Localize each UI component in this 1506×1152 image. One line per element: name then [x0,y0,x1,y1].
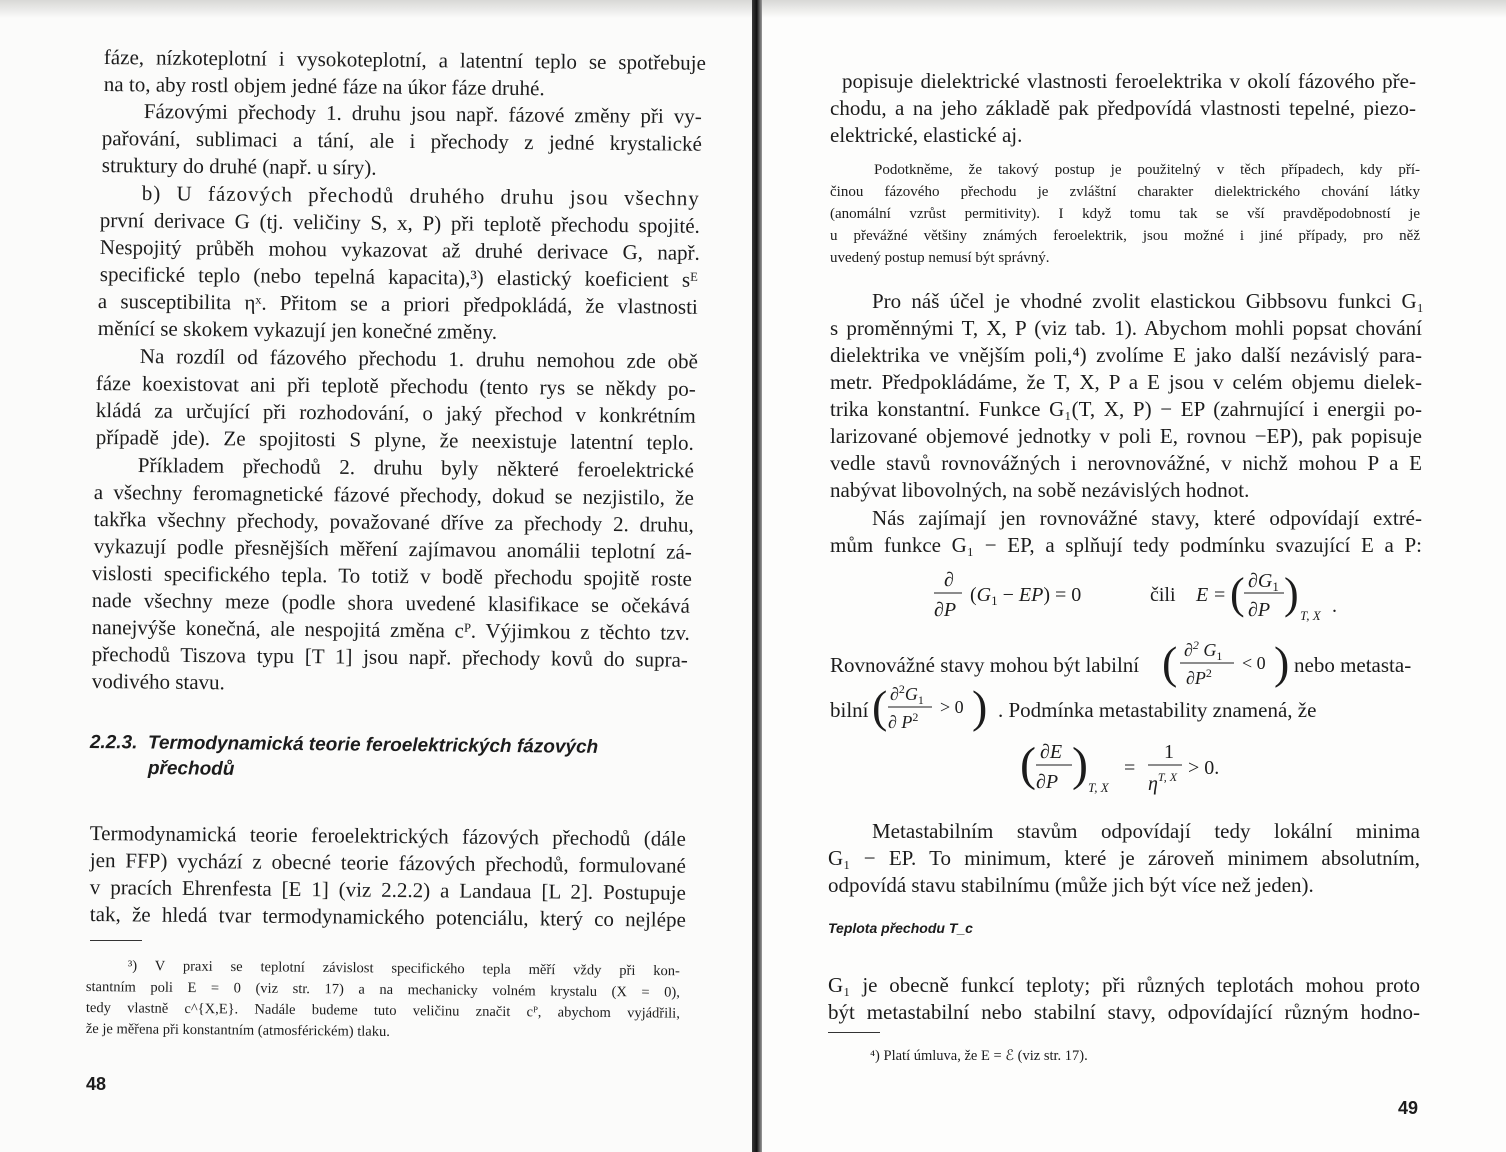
svg-text:ηT, X: $\eta^{T, X}$ [1148,770,1178,795]
section-title: Termodynamická teorie feroelektrických fázových [147,732,599,758]
body-line: Nás zajímají jen rovnovážné stavy, které odpovídají extré- [872,506,1422,530]
note-line: Podotkněme, že takový postup je použitelný v těch případech, kdy pří- [874,162,1420,178]
equation-metastability-condition [1020,736,1220,803]
body-line: struktury do druhé (např. u síry). [101,152,377,180]
svg-text:E: E [1196,584,1209,606]
body-line: specifické teplo (nebo tepelná kapacita),³) elastický koeficient sᴱ [99,261,698,292]
body-line: Metastabilním stavům odpovídají tedy lokální minima [872,819,1420,843]
body-line: Fázovými přechody 1. druhu jsou např. fázové změny při vy- [143,98,702,129]
note-line: uvedený postup nemusí být správný. [830,250,1050,266]
page-shadow [762,0,1506,18]
equation-labile [1162,636,1292,699]
equation-metastable [872,680,1002,743]
body-line: a susceptibilita ηˣ. Přitom se a priori předpokládá, že vlastnosti [97,288,698,319]
body-line: fáze koexistovat ani při teplotě přechodu (tento rys se někdy po- [95,370,696,401]
svg-text:∂G1: $\partial G_1$ [1248,570,1279,594]
body-line-end: nebo metasta- [1294,653,1412,677]
body-line: vislosti specifického tepla. To totiž v bodě přechodu spojitě roste [91,560,692,591]
body-line: dielektrika ve vnějším poli,⁴) zvolíme E jako další nezávislý para- [830,343,1422,367]
body-line: vodivého stavu. [91,668,225,695]
body-line: Termodynamická teorie feroelektrických fázových přechodů (dále [89,820,686,851]
body-line: nade všechny meze (podle shora uvedené klasifikace se očekává [91,587,690,618]
body-line: Pro náš účel je vhodné zvolit elastickou Gibbsovu funkci G₁ [872,289,1424,313]
page-shadow [0,0,755,18]
svg-text:∂2 G1: ∂$^2$ $G_1$ [1184,638,1223,663]
svg-text:> 0.: > 0. [1188,757,1220,779]
body-line: první derivace G (tj. veličiny S, x, P) při teplotě přechodu spojité. [99,207,700,238]
svg-text:∂: ∂ [944,569,954,591]
body-line: Rovnovážné stavy mohou být labilní [830,653,1140,677]
body-line: Nespojitý průběh mohou vykazovat až druhé derivace G, např. [99,234,700,265]
equation-equilibrium [932,566,1352,633]
svg-text:(G1 − EP) = 0: $(G_1 - EP) = 0$ [970,584,1082,608]
svg-text:=: = [1124,757,1136,779]
svg-text:∂P: ∂P [934,599,957,621]
body-line: vedle stavů rovnovážných i nerovnovážné, v nichž mohou P a E [830,451,1422,475]
body-line: v pracích Ehrenfesta [E 1] (viz 2.2.2) a Landaua [L 2]. Postupuje [89,874,686,905]
body-line: popisuje dielektrické vlastnosti feroelektrika v okolí fázového pře- [842,69,1416,93]
body-line: vykazují podle přesnějších měření zajímavou anomálii teplotní zá- [93,533,692,564]
body-line: takřka všechny přechody, považované dříve za přechody 2. druhu, [93,506,694,537]
body-line-end: . Podmínka metastability znamená, že [998,698,1317,722]
body-line: pařování, sublimaci a tání, ale i přechody z jedné krystalické [101,125,702,156]
page-number: 48 [86,1074,107,1094]
svg-text:> 0: > 0 [940,697,964,717]
footnote-line: že je měřena při konstantním (atmosférickém) tlaku. [85,1020,390,1040]
body-line: chodu, a na jeho základě pak předpovídá vlastnosti tepelné, piezo- [830,96,1416,120]
equation-word: čili [1150,584,1176,606]
footnote-line: ³) V praxi se teplotní závislost specifického tepla měří vždy při kon- [127,957,680,980]
body-line: měnící se skokem vykazují jen konečné změny. [97,315,498,344]
section-title-continued: přechodů [147,757,235,780]
svg-text:(: ( [1230,569,1245,618]
note-line: činou fázového přechodu je zvláštní charakter dielektrického chování látky [830,184,1420,200]
svg-text:1: 1 [1164,741,1174,763]
svg-text:(: ( [1162,637,1178,688]
body-line: odpovídá stavu stabilnímu (může jich být více než jeden). [828,873,1314,897]
svg-text:T, X: T, X [1088,780,1109,795]
footnote-line: ⁴) Platí úmluva, že E = ℰ (viz str. 17). [870,1048,1088,1064]
body-line: b) U fázových přechodů druhého druhu jsou všechny [141,180,700,211]
svg-text:∂P: ∂P [1248,599,1271,621]
body-line: být metastabilní nebo stabilní stavy, odpovídající různým hodno- [828,1000,1420,1024]
footnote-line: stantním poli E = 0 (viz str. 17) a na mechanicky volném krystalu (X = 0), [85,978,680,1001]
svg-text:T, X: T, X [1300,608,1321,623]
body-line: nabývat libovolných, na sobě nezávislých hodnot. [830,478,1250,502]
note-line: (anomální vzrůst permitivity). I když tomu tak se vší pravděpodobností je [830,206,1420,222]
svg-text:∂2G1: $\partial^2G_1$ [890,682,924,707]
body-line: Na rozdíl od fázového přechodu 1. druhu nemohou zde obě [139,343,698,374]
body-line: metr. Předpokládáme, že T, X, P a E jsou v celém objemu dielek- [830,370,1422,394]
page-number: 49 [1398,1098,1419,1118]
body-line: elektrické, elastické aj. [830,123,1023,147]
svg-text:.: . [1332,595,1337,617]
body-line: tak, že hledá tvar termodynamického potenciálu, který co nejlépe [89,901,686,932]
svg-text:∂E: ∂E [1040,741,1063,763]
svg-text:): ) [1274,637,1290,688]
svg-text:(: ( [872,681,888,732]
subsection-heading: Teplota přechodu T_c [828,920,973,936]
body-line: G₁ je obecně funkcí teploty; při různých teplotách mohou proto [828,973,1420,997]
body-line: G₁ − EP. To minimum, které je zároveň minimem absolutním, [828,846,1420,870]
svg-text:< 0: < 0 [1242,653,1266,673]
body-line: přechodů Tiszova typu [T 1] jsou např. přechody kovů do supra- [91,641,688,672]
svg-text:∂ P2: ∂ $P^2$ [888,710,919,732]
svg-text:): ) [972,681,988,732]
svg-text:): ) [1284,569,1299,618]
footnote-line: tedy vlastně c^{X,E}. Nadále budeme tuto veličinu značit cᴾ, abychom vyjádřili, [85,999,680,1022]
body-line: Příkladem přechodů 2. druhu byly některé feroelektrické [137,452,694,483]
body-line: na to, aby rostl objem jedné fáze na úkor fáze druhé. [103,71,545,101]
body-line: trika konstantní. Funkce G₁(T, X, P) − EP (zahrnující i energii po- [830,397,1422,421]
body-line: mům funkce G₁ − EP, a splňují tedy podmínku svazující E a P: [830,533,1422,557]
svg-text:∂P2: $\partial P^2$ [1186,666,1212,688]
body-line: fáze, nízkoteplotní i vysokoteplotní, a latentní teplo se spotřebuje [103,44,706,75]
body-line: s proměnnými T, X, P (viz tab. 1). Abychom mohli popsat chování [830,316,1422,340]
body-line: jen FFP) vychází z obecné teorie fázových přechodů, formulované [89,847,686,878]
body-line: bilní [830,698,869,722]
body-line: nanejvýše konečná, ale nespojitá změna cᴾ. Výjimkou z těchto tzv. [91,614,690,645]
right-page [762,0,1506,1152]
svg-text:): ) [1072,738,1088,791]
footnote-rule [828,1032,880,1033]
body-line: kládá za určující při rozhodování, o jaký přechod v konkrétním [95,397,696,428]
footnote-rule [90,940,142,941]
svg-text:=: = [1214,584,1226,606]
body-line: larizované objemové jednotky v poli E, rovnou −EP), pak popisuje [830,424,1422,448]
body-line: případě jde). Ze spojitosti S plyne, že neexistuje latentní teplo. [95,424,694,455]
note-line: u převážné většiny známých feroelektrik, jsou možné i jiné případy, pro něž [830,228,1420,244]
body-line: a všechny feromagnetické fázové přechody, dokud se nezjistilo, že [93,479,694,510]
section-number: 2.2.3. [89,731,138,754]
svg-text:(: ( [1020,738,1036,791]
svg-text:∂P: ∂P [1036,771,1059,793]
